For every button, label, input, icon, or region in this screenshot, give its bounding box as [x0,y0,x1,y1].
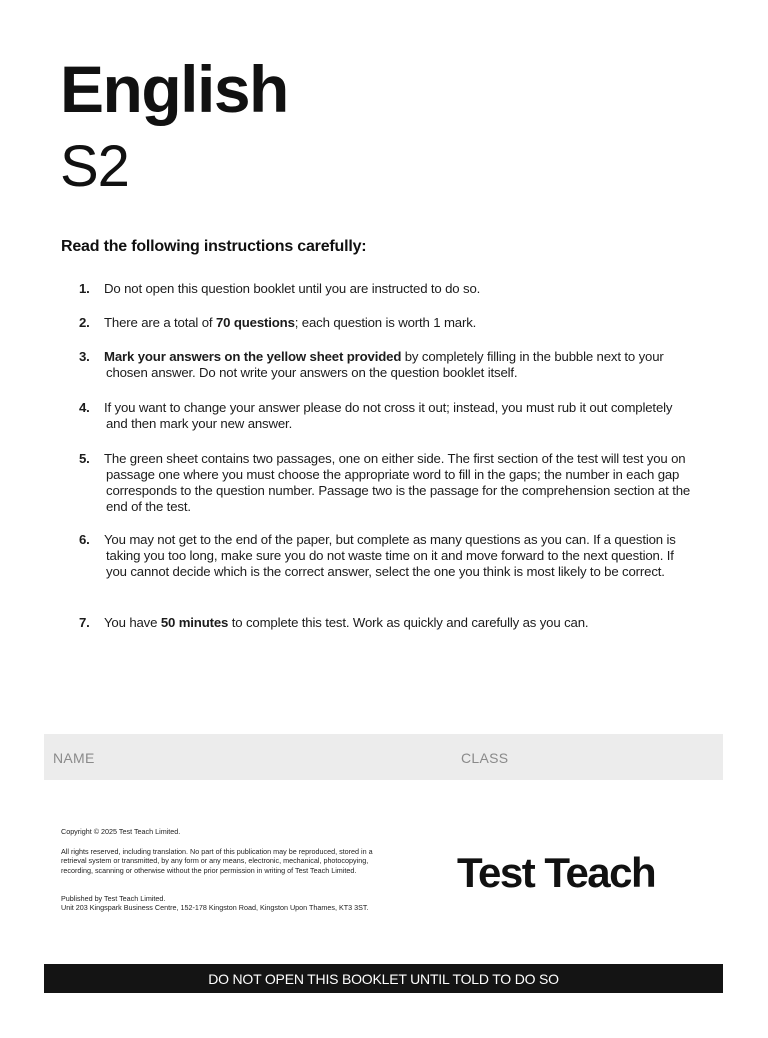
page-subtitle: S2 [60,134,129,199]
footer-warning: DO NOT OPEN THIS BOOKLET UNTIL TOLD TO DO SO [208,970,559,987]
instruction-text [79,349,697,381]
instruction-segment: If you want to change your answer please do not cross it out; instead, you must rub it out completely and then mark your new answer. [104,400,673,431]
instruction-segment: ; each question is worth 1 mark. [294,315,477,330]
instruction-text [79,400,697,432]
instruction-number: 2. [79,315,90,330]
instruction-text [79,532,697,580]
instruction-segment: You have [104,615,161,630]
test-teach-logo: Test Teach [457,849,656,896]
instruction-item [79,315,697,331]
name-field-label[interactable]: NAME [53,750,95,766]
instruction-segment: Do not open this question booklet until you are instructed to do so. [104,281,481,296]
instruction-emphasis: Mark your answers on the yellow sheet provided [104,349,402,364]
instruction-item [79,400,697,432]
instruction-number: 6. [79,532,90,547]
copyright-notice: Copyright © 2025 Test Teach Limited. [61,827,181,836]
instruction-item [79,349,697,381]
instruction-text [79,451,697,515]
instruction-item [79,532,697,580]
instruction-text [79,315,697,331]
publisher-address: Unit 203 Kingspark Business Centre, 152-178 Kingston Road, Kingston Upon Thames, KT3 3ST. [61,903,369,912]
instruction-emphasis: 70 questions [215,315,295,330]
instruction-emphasis: 50 minutes [160,615,229,630]
instruction-number: 3. [79,349,90,364]
instruction-segment: You may not get to the end of the paper, but complete as many questions as you can. If a question is taking you too long, make sure you do not waste time on it and move forward to the next question. If you cannot decide which is the correct answer, select the one you think is most likely to be correct. [104,532,676,579]
class-field-label[interactable]: CLASS [461,750,509,766]
page-title: English [60,52,288,126]
name-class-bar [44,734,723,780]
instruction-item [79,451,697,515]
instruction-text [79,615,697,631]
instruction-number: 7. [79,615,90,630]
instruction-segment: There are a total of [104,315,216,330]
footer-banner [44,964,723,993]
instruction-segment: The green sheet contains two passages, one on either side. The first section of the test will test you on passage one where you must choose the appropriate word to fill in the gaps; the number in each gap corresponds to the question number. Passage two is the passage for the comprehension section at the end of the test. [104,451,691,514]
instructions-heading: Read the following instructions carefully: [61,238,367,255]
instruction-segment: by completely filling in the bubble next to your chosen answer. Do not write your answers on the question booklet itself. [106,349,664,380]
publisher-notice: Published by Test Teach Limited. [61,894,166,903]
instruction-number: 4. [79,400,90,415]
instruction-item [79,281,697,297]
instruction-item [79,615,697,631]
instruction-text [79,281,697,297]
rights-notice: All rights reserved, including translation. No part of this publication may be reproduced, stored in a retrieval system or transmitted, by any form or any means, electronic, mechanical, photocopying, recording, scanning or otherwise without the prior permission in writing of Test Teach Limited. [61,847,373,875]
instruction-segment: to complete this test. Work as quickly and carefully as you can. [228,615,589,630]
instruction-number: 1. [79,281,90,296]
instruction-number: 5. [79,451,90,466]
